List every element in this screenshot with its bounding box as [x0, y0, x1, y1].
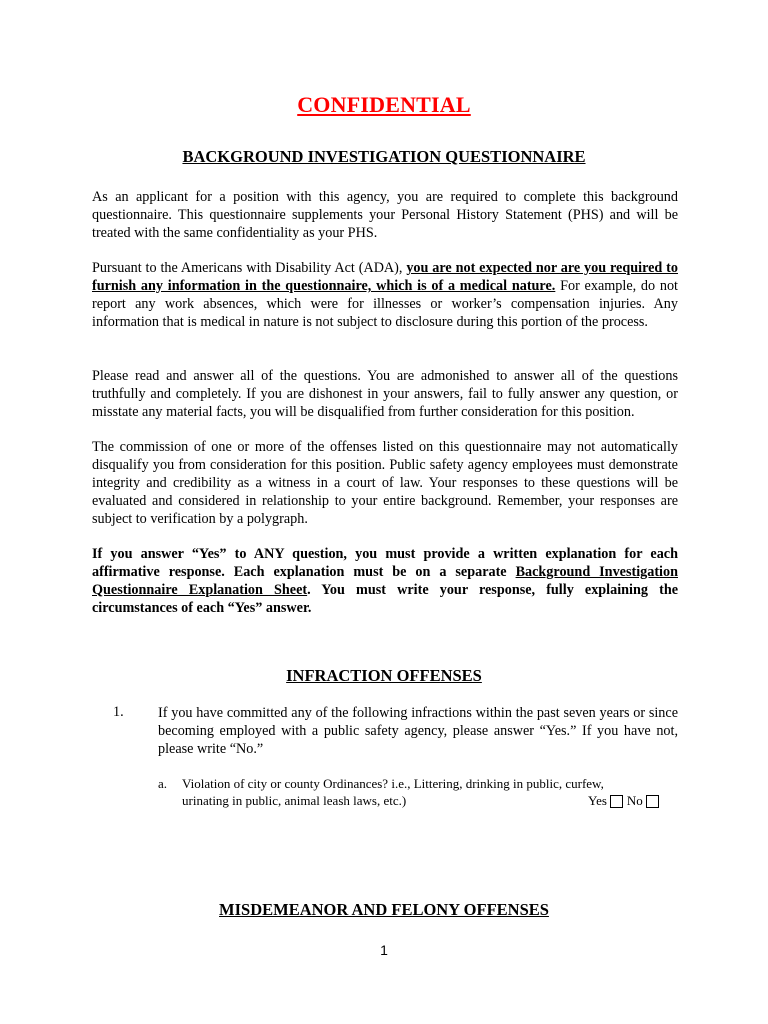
page-number: 1 — [380, 942, 388, 958]
question-text: If you have committed any of the following infractions within the past seven years or since becoming employed with a public safety agency, please answer “Yes.” If you have not, please write “No.” — [158, 705, 678, 757]
sub-question-line-2: urinating in public, animal leash laws, etc.) — [182, 792, 407, 808]
intro-paragraph-3: Please read and answer all of the questions. You are admonished to answer all of the questions truthfully and completely. If you are dishonest in your answers, fail to fully answer any question, or misstate any material facts, you will be disqualified from further consideration for this position. — [92, 368, 678, 420]
sub-question-letter: a. — [158, 776, 168, 791]
intro-paragraph-5 — [92, 545, 678, 617]
intro-paragraph-2 — [92, 259, 678, 331]
ada-text-end: For example, do not report any work absences, which were for illnesses or worker’s compensation injuries. Any information that is medical in nature is not subject to disclosure during this portion of the process. — [92, 278, 678, 330]
ada-emphasis: you are not expected nor are you required to furnish any information in the questionnaire, which is of a medical nature. — [92, 260, 678, 294]
confidential-heading: CONFIDENTIAL — [297, 92, 471, 117]
question-number: 1. — [113, 704, 124, 720]
yes-label: Yes — [588, 793, 607, 808]
ada-text-start: Pursuant to the Americans with Disability Act (ADA), — [92, 260, 407, 276]
sub-question-line-1: Violation of city or county Ordinances? i.e., Littering, drinking in public, curfew, — [182, 776, 604, 791]
no-checkbox[interactable] — [646, 795, 659, 808]
yes-no-answer — [588, 793, 663, 809]
explanation-text-end: . You must write your response, fully explaining the circumstances of each “Yes” answer. — [92, 582, 679, 616]
document-title: BACKGROUND INVESTIGATION QUESTIONNAIRE — [182, 147, 586, 166]
yes-checkbox[interactable] — [610, 795, 623, 808]
misdemeanor-felony-heading: MISDEMEANOR AND FELONY OFFENSES — [219, 900, 549, 919]
infraction-offenses-heading: INFRACTION OFFENSES — [286, 666, 482, 685]
intro-paragraph-1: As an applicant for a position with this agency, you are required to complete this background questionnaire. This questionnaire supplements your Personal History Statement (PHS) and will be treated with the same confidentiality as your PHS. — [92, 189, 678, 241]
explanation-text-start: If you answer “Yes” to ANY question, you must provide a written explanation for each affirmative response. Each explanation must be on a separate — [92, 546, 678, 580]
no-label: No — [626, 793, 643, 808]
intro-paragraph-4: The commission of one or more of the offenses listed on this questionnaire may not automatically disqualify you from consideration for this position. Public safety agency employees must demonstrate integrity and credibility as a witness in a court of law. Your responses to these questions will be evaluated and considered in relationship to your entire background. Remember, your responses are subject to verification by a polygraph. — [92, 439, 678, 527]
explanation-sheet-reference: Background Investigation Questionnaire Explanation Sheet — [92, 564, 678, 598]
